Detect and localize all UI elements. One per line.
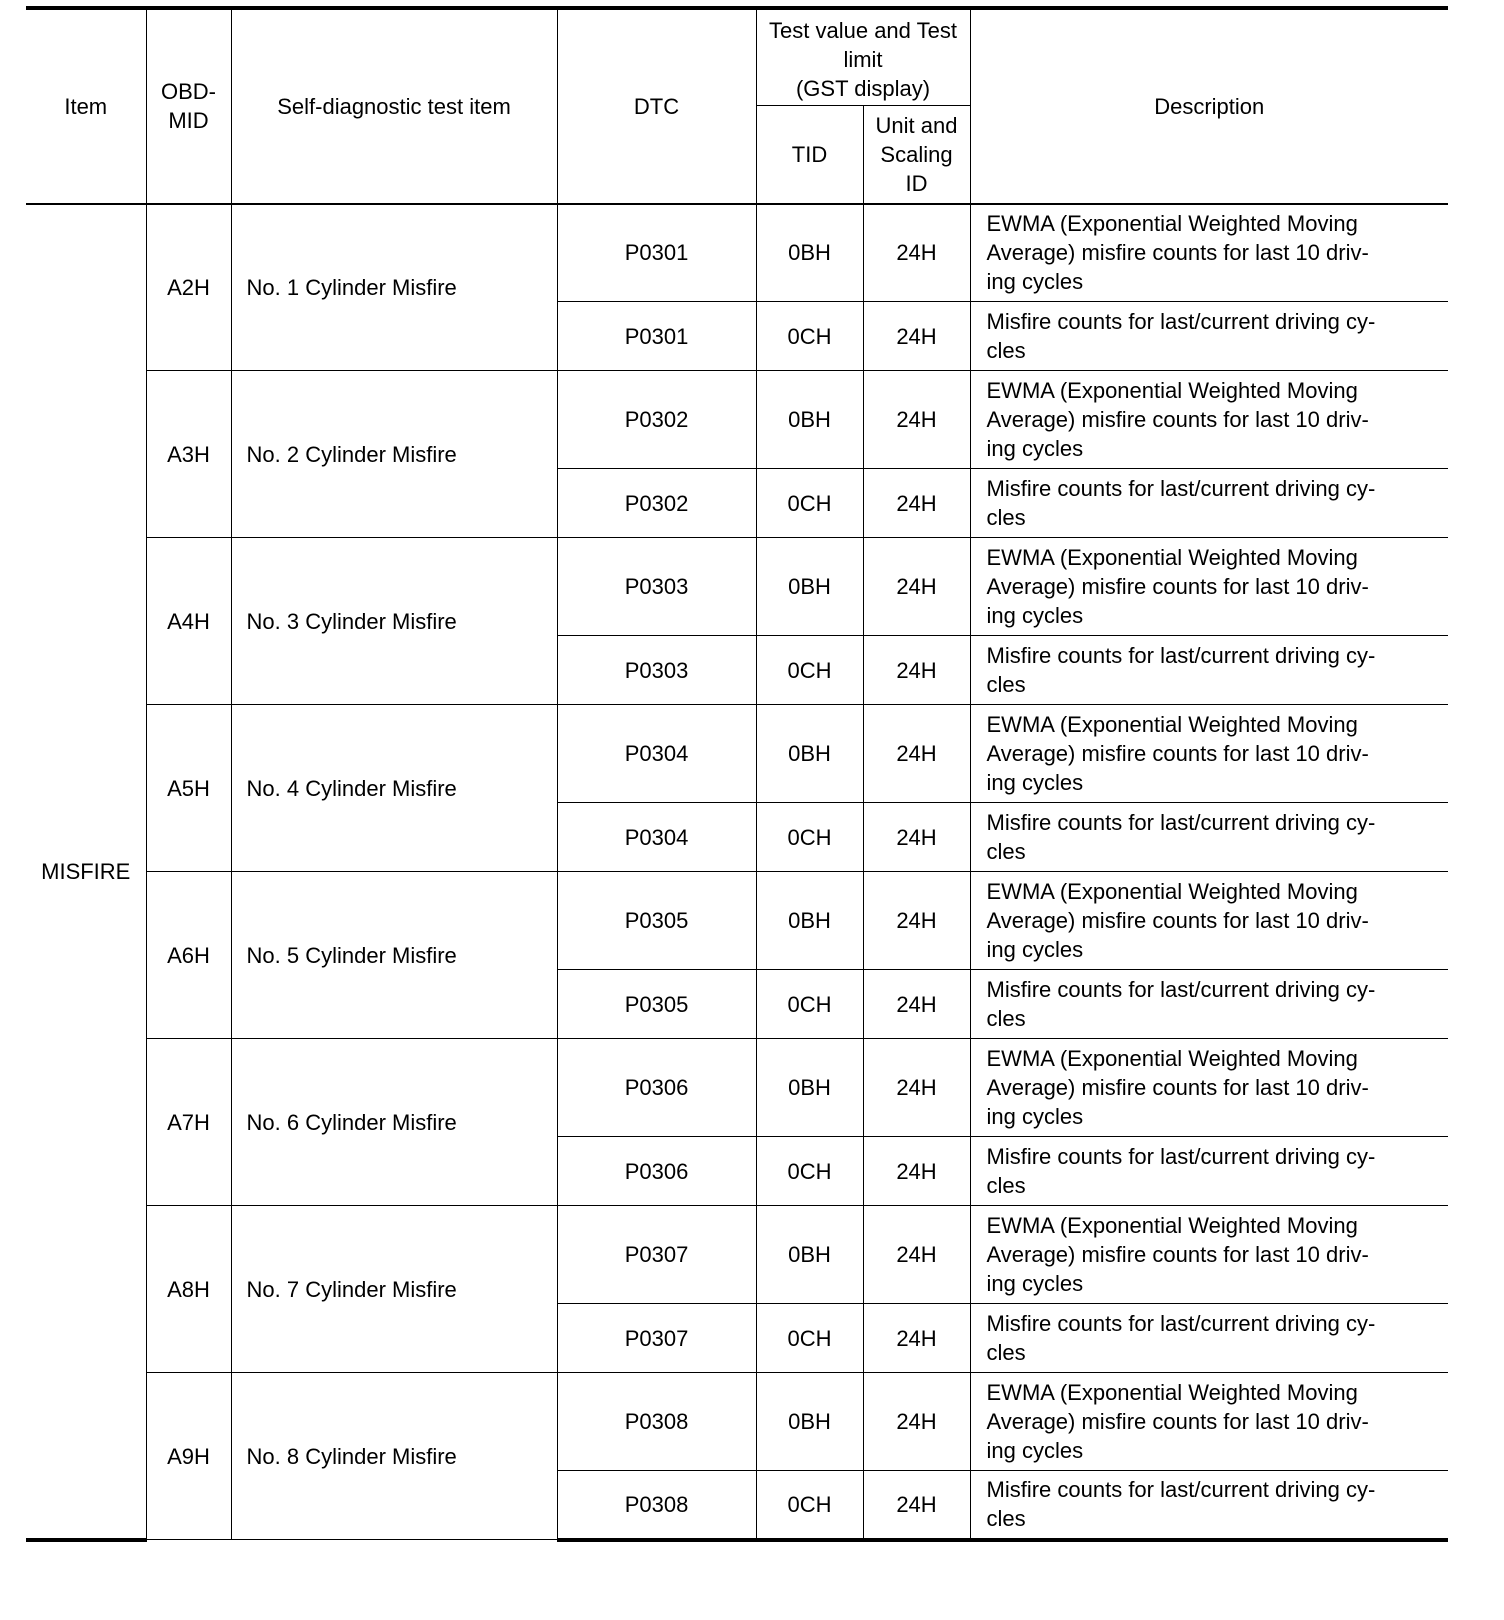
obd-mid-cell xyxy=(146,1206,231,1373)
description-cell xyxy=(970,371,1448,469)
table-header xyxy=(26,8,1448,204)
unit-cell-text: 24H xyxy=(896,323,937,349)
unit-cell-text: 24H xyxy=(896,1075,937,1100)
header-test-value-line-3: (GST display) xyxy=(795,76,931,101)
unit-cell xyxy=(863,872,970,970)
header-test-value-line-1: Test value and Test xyxy=(769,18,957,43)
unit-cell-text: 24H xyxy=(896,1491,937,1517)
description-line: cles xyxy=(986,672,1026,697)
tid-cell-text: 0BH xyxy=(788,407,831,432)
description-cell xyxy=(970,1373,1448,1471)
description-cell xyxy=(970,705,1448,803)
test-item-cell xyxy=(231,1206,557,1373)
table-row xyxy=(26,538,1448,636)
header-self-test-item xyxy=(231,8,557,204)
tid-cell xyxy=(756,1373,863,1471)
table-row xyxy=(26,705,1448,803)
dtc-cell xyxy=(557,636,756,705)
description-line: cles xyxy=(986,505,1026,530)
test-item-cell xyxy=(231,872,557,1039)
unit-cell-text: 24H xyxy=(896,240,937,266)
tid-cell-text: 0CH xyxy=(787,1158,832,1184)
header-test-value-line-2: limit xyxy=(843,47,883,72)
obd-misfire-table xyxy=(26,6,1448,1542)
unit-cell xyxy=(863,469,970,538)
unit-cell-text: 24H xyxy=(896,1325,937,1351)
table-row xyxy=(26,1039,1448,1137)
table-row xyxy=(26,1206,1448,1304)
table-row xyxy=(26,371,1448,469)
header-unit-line-3: ID xyxy=(905,170,928,196)
description-line: ing cycles xyxy=(986,1104,1084,1129)
obd-mid-cell xyxy=(146,1039,231,1206)
test-item-cell xyxy=(231,1373,557,1540)
tid-cell-text: 0CH xyxy=(787,1325,832,1351)
description-line: cles xyxy=(986,1006,1026,1031)
tid-cell xyxy=(756,1471,863,1540)
dtc-cell-text: P0302 xyxy=(624,407,689,432)
header-tid xyxy=(756,106,863,204)
unit-cell-text: 24H xyxy=(896,574,937,599)
header-unit-scaling xyxy=(863,106,970,204)
header-test-value-group xyxy=(756,8,970,106)
obd-mid-cell-text: A4H xyxy=(167,608,210,634)
test-item-cell xyxy=(231,1039,557,1206)
header-unit-line-1: Unit and xyxy=(875,112,958,138)
dtc-cell-text: P0303 xyxy=(624,574,689,599)
tid-cell xyxy=(756,1304,863,1373)
header-obd-mid xyxy=(146,8,231,204)
header-tid-label: TID xyxy=(791,141,828,167)
test-item-cell-text: No. 3 Cylinder Misfire xyxy=(246,608,457,634)
description-line: EWMA (Exponential Weighted Moving xyxy=(986,378,1358,403)
unit-cell xyxy=(863,1206,970,1304)
dtc-cell-text: P0307 xyxy=(624,1325,689,1351)
unit-cell-text: 24H xyxy=(896,490,937,516)
tid-cell-text: 0CH xyxy=(787,323,832,349)
description-cell xyxy=(970,970,1448,1039)
obd-mid-cell-text: A8H xyxy=(167,1276,210,1302)
description-cell xyxy=(970,1137,1448,1206)
dtc-cell xyxy=(557,970,756,1039)
description-line: EWMA (Exponential Weighted Moving xyxy=(986,1380,1358,1405)
header-dtc-label: DTC xyxy=(633,93,680,119)
description-line: Misfire counts for last/current driving cy- xyxy=(986,1477,1376,1503)
obd-mid-cell-text: A9H xyxy=(167,1443,210,1469)
test-item-cell xyxy=(231,204,557,371)
tid-cell-text: 0CH xyxy=(787,1491,832,1517)
description-cell xyxy=(970,1304,1448,1373)
description-line: ing cycles xyxy=(986,770,1084,795)
description-line: Average) misfire counts for last 10 driv- xyxy=(986,574,1369,599)
description-line: Misfire counts for last/current driving cy- xyxy=(986,1144,1376,1169)
description-line: cles xyxy=(986,1506,1026,1532)
test-item-cell-text: No. 6 Cylinder Misfire xyxy=(246,1109,457,1135)
dtc-cell xyxy=(557,538,756,636)
description-line: ing cycles xyxy=(986,1438,1084,1463)
description-cell xyxy=(970,872,1448,970)
test-item-cell-text: No. 7 Cylinder Misfire xyxy=(246,1276,457,1302)
obd-mid-cell xyxy=(146,1373,231,1540)
table-row xyxy=(26,204,1448,302)
description-line: Average) misfire counts for last 10 driv- xyxy=(986,1075,1369,1100)
dtc-cell xyxy=(557,1206,756,1304)
description-line: EWMA (Exponential Weighted Moving xyxy=(986,1213,1358,1238)
unit-cell-text: 24H xyxy=(896,1242,937,1267)
test-item-cell-text: No. 1 Cylinder Misfire xyxy=(246,274,457,300)
tid-cell-text: 0BH xyxy=(788,908,831,933)
description-line: Average) misfire counts for last 10 driv- xyxy=(986,908,1369,933)
dtc-cell xyxy=(557,1373,756,1471)
tid-cell xyxy=(756,469,863,538)
unit-cell xyxy=(863,803,970,872)
description-cell xyxy=(970,302,1448,371)
dtc-cell xyxy=(557,803,756,872)
test-item-cell-text: No. 8 Cylinder Misfire xyxy=(246,1443,457,1469)
dtc-cell-text: P0306 xyxy=(624,1075,689,1100)
header-obd-mid-line-1: OBD- xyxy=(161,79,216,105)
tid-cell xyxy=(756,204,863,302)
description-line: cles xyxy=(986,1173,1026,1198)
dtc-cell xyxy=(557,1304,756,1373)
dtc-cell-text: P0301 xyxy=(624,323,689,349)
obd-mid-cell-text: A3H xyxy=(167,441,210,467)
description-line: ing cycles xyxy=(986,603,1084,628)
tid-cell xyxy=(756,872,863,970)
description-line: Average) misfire counts for last 10 driv- xyxy=(986,1409,1369,1434)
dtc-cell xyxy=(557,705,756,803)
obd-mid-cell xyxy=(146,204,231,371)
tid-cell xyxy=(756,302,863,371)
tid-cell xyxy=(756,705,863,803)
tid-cell-text: 0CH xyxy=(787,490,832,516)
dtc-cell-text: P0306 xyxy=(624,1158,689,1184)
description-line: EWMA (Exponential Weighted Moving xyxy=(986,211,1358,237)
description-line: EWMA (Exponential Weighted Moving xyxy=(986,545,1358,570)
tid-cell xyxy=(756,1039,863,1137)
obd-mid-cell-text: A5H xyxy=(167,775,210,801)
unit-cell xyxy=(863,538,970,636)
description-cell xyxy=(970,636,1448,705)
item-cell-text: MISFIRE xyxy=(41,858,131,884)
test-item-cell-text: No. 5 Cylinder Misfire xyxy=(246,942,457,968)
description-line: Misfire counts for last/current driving cy- xyxy=(986,309,1376,334)
description-cell xyxy=(970,803,1448,872)
description-line: Average) misfire counts for last 10 driv- xyxy=(986,741,1369,766)
description-cell xyxy=(970,538,1448,636)
header-item xyxy=(26,8,146,204)
unit-cell-text: 24H xyxy=(896,741,937,766)
tid-cell-text: 0CH xyxy=(787,657,832,683)
description-line: ing cycles xyxy=(986,1271,1084,1296)
description-cell xyxy=(970,1206,1448,1304)
dtc-cell-text: P0304 xyxy=(624,741,689,766)
unit-cell-text: 24H xyxy=(896,1409,937,1434)
header-item-label: Item xyxy=(64,93,108,119)
dtc-cell xyxy=(557,469,756,538)
unit-cell-text: 24H xyxy=(896,991,937,1017)
dtc-cell-text: P0304 xyxy=(624,824,689,850)
dtc-cell xyxy=(557,872,756,970)
obd-mid-cell xyxy=(146,371,231,538)
obd-mid-cell xyxy=(146,872,231,1039)
unit-cell-text: 24H xyxy=(896,1158,937,1184)
unit-cell-text: 24H xyxy=(896,824,937,850)
tid-cell-text: 0CH xyxy=(787,991,832,1017)
test-item-cell xyxy=(231,705,557,872)
dtc-cell-text: P0302 xyxy=(624,490,689,516)
unit-cell xyxy=(863,1304,970,1373)
unit-cell xyxy=(863,371,970,469)
description-line: Average) misfire counts for last 10 driv- xyxy=(986,407,1369,432)
description-line: EWMA (Exponential Weighted Moving xyxy=(986,1046,1358,1071)
dtc-cell xyxy=(557,1039,756,1137)
dtc-cell-text: P0308 xyxy=(624,1491,689,1517)
obd-mid-cell-text: A7H xyxy=(167,1109,210,1135)
tid-cell-text: 0BH xyxy=(788,1242,831,1267)
description-line: Misfire counts for last/current driving cy- xyxy=(986,1311,1376,1336)
description-cell xyxy=(970,1039,1448,1137)
unit-cell xyxy=(863,204,970,302)
dtc-cell xyxy=(557,371,756,469)
tid-cell-text: 0CH xyxy=(787,824,832,850)
unit-cell xyxy=(863,1039,970,1137)
description-line: cles xyxy=(986,338,1026,363)
description-line: Average) misfire counts for last 10 driv- xyxy=(986,240,1369,266)
header-obd-mid-line-2: MID xyxy=(168,108,209,134)
description-line: ing cycles xyxy=(986,937,1084,962)
unit-cell xyxy=(863,636,970,705)
header-unit-line-2: Scaling xyxy=(880,141,953,167)
dtc-cell xyxy=(557,1471,756,1540)
header-self-test-item-label: Self-diagnostic test item xyxy=(277,93,511,119)
description-line: Misfire counts for last/current driving cy- xyxy=(986,643,1376,668)
description-cell xyxy=(970,204,1448,302)
dtc-cell-text: P0305 xyxy=(624,991,689,1017)
header-dtc xyxy=(557,8,756,204)
unit-cell xyxy=(863,705,970,803)
obd-mid-cell-text: A6H xyxy=(167,942,210,968)
dtc-cell xyxy=(557,1137,756,1206)
dtc-cell-text: P0303 xyxy=(624,657,689,683)
test-item-cell xyxy=(231,371,557,538)
tid-cell xyxy=(756,538,863,636)
unit-cell-text: 24H xyxy=(896,908,937,933)
dtc-cell-text: P0307 xyxy=(624,1242,689,1267)
obd-mid-cell xyxy=(146,538,231,705)
unit-cell xyxy=(863,1373,970,1471)
test-item-cell xyxy=(231,538,557,705)
table-row xyxy=(26,872,1448,970)
obd-mid-cell xyxy=(146,705,231,872)
tid-cell xyxy=(756,636,863,705)
description-line: cles xyxy=(986,839,1026,864)
unit-cell-text: 24H xyxy=(896,657,937,683)
description-line: EWMA (Exponential Weighted Moving xyxy=(986,712,1358,737)
description-line: cles xyxy=(986,1340,1026,1365)
tid-cell-text: 0BH xyxy=(788,240,831,266)
description-cell xyxy=(970,1471,1448,1540)
header-description xyxy=(970,8,1448,204)
obd-mid-cell-text: A2H xyxy=(167,274,210,300)
dtc-cell-text: P0308 xyxy=(624,1409,689,1434)
tid-cell xyxy=(756,1206,863,1304)
description-line: Misfire counts for last/current driving cy- xyxy=(986,476,1376,501)
tid-cell-text: 0BH xyxy=(788,1075,831,1100)
tid-cell-text: 0BH xyxy=(788,741,831,766)
table-row xyxy=(26,1373,1448,1471)
dtc-cell xyxy=(557,204,756,302)
unit-cell xyxy=(863,970,970,1039)
description-line: Misfire counts for last/current driving cy- xyxy=(986,977,1376,1002)
dtc-cell-text: P0301 xyxy=(624,240,689,266)
tid-cell xyxy=(756,371,863,469)
tid-cell-text: 0BH xyxy=(788,1409,831,1434)
header-description-label: Description xyxy=(1154,93,1265,119)
table-body xyxy=(26,204,1448,1540)
header-row-1 xyxy=(26,8,1448,106)
dtc-cell-text: P0305 xyxy=(624,908,689,933)
unit-cell-text: 24H xyxy=(896,407,937,432)
tid-cell xyxy=(756,1137,863,1206)
tid-cell xyxy=(756,803,863,872)
unit-cell xyxy=(863,1471,970,1540)
description-line: ing cycles xyxy=(986,269,1084,295)
description-cell xyxy=(970,469,1448,538)
tid-cell xyxy=(756,970,863,1039)
item-cell xyxy=(26,204,146,1540)
description-line: Average) misfire counts for last 10 driv- xyxy=(986,1242,1369,1267)
description-line: EWMA (Exponential Weighted Moving xyxy=(986,879,1358,904)
unit-cell xyxy=(863,302,970,371)
unit-cell xyxy=(863,1137,970,1206)
test-item-cell-text: No. 2 Cylinder Misfire xyxy=(246,441,457,467)
tid-cell-text: 0BH xyxy=(788,574,831,599)
dtc-cell xyxy=(557,302,756,371)
test-item-cell-text: No. 4 Cylinder Misfire xyxy=(246,775,457,801)
description-line: Misfire counts for last/current driving cy- xyxy=(986,810,1376,835)
description-line: ing cycles xyxy=(986,436,1084,461)
